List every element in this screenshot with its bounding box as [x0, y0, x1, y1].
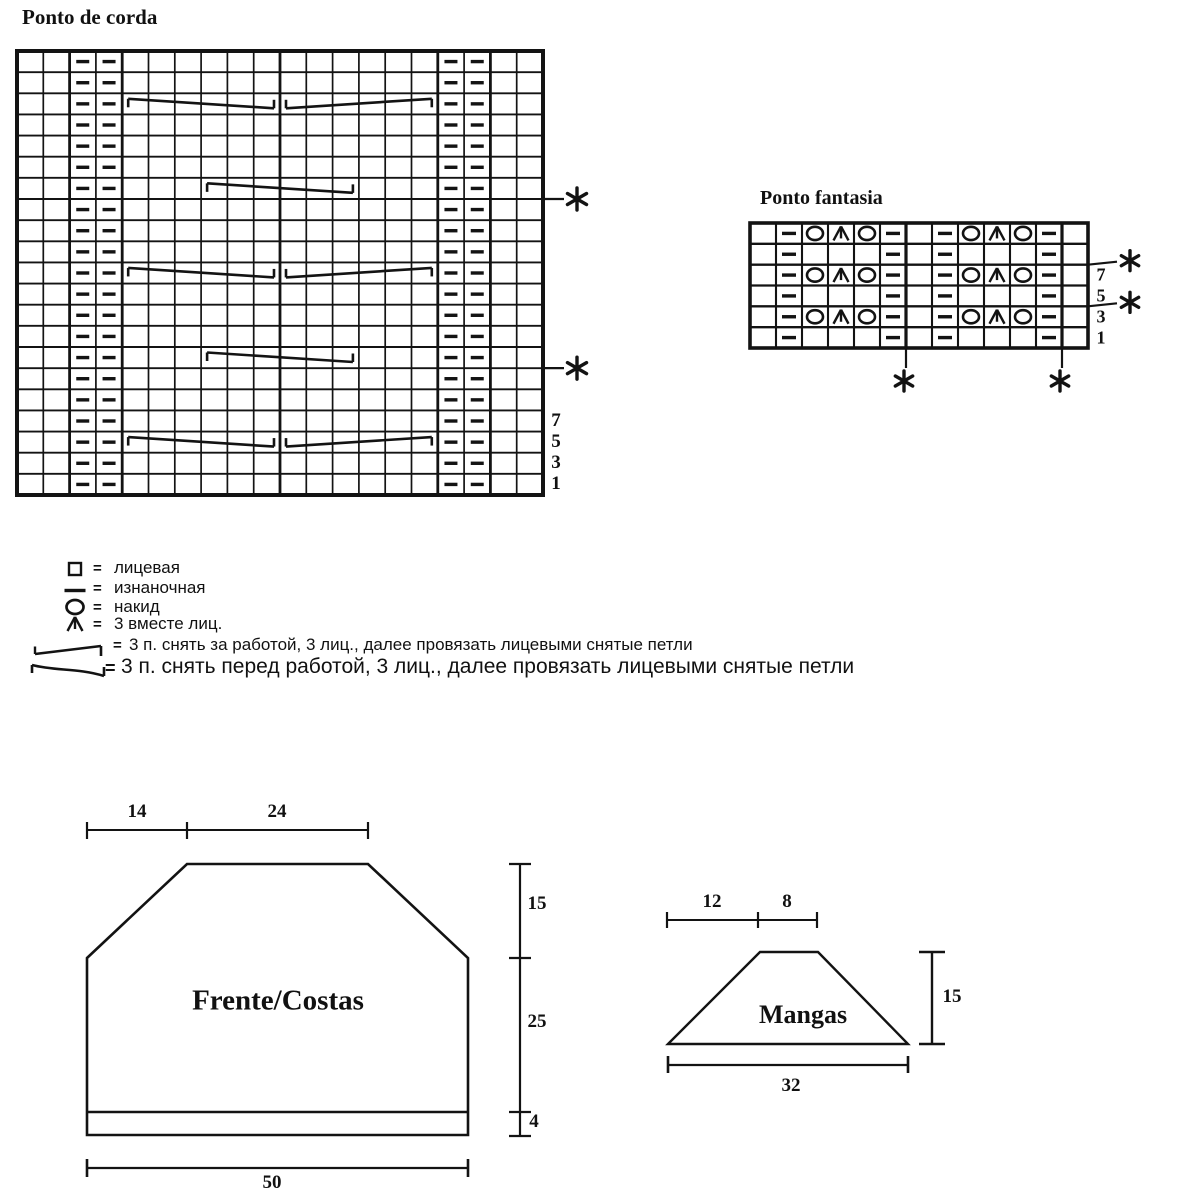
purl-dash-icon: [471, 292, 484, 295]
purl-dash-icon: [76, 123, 89, 126]
corda-row-label-5: 5: [551, 431, 561, 452]
purl-dash-icon: [471, 166, 484, 169]
purl-dash-icon: [938, 253, 952, 256]
purl-dash-icon: [76, 377, 89, 380]
corda-row-label-1: 1: [551, 473, 561, 494]
purl-dash-icon: [76, 440, 89, 443]
dim-sleeve-15: 15: [942, 986, 962, 1007]
purl-dash-icon: [471, 229, 484, 232]
yarn-over-icon: [859, 268, 875, 281]
dim-front-back-14: 14: [127, 801, 147, 822]
yarn-over-icon: [807, 268, 823, 281]
yarn-over-icon: [1015, 268, 1031, 281]
purl-dash-icon: [1042, 294, 1056, 297]
purl-dash-icon: [103, 314, 116, 317]
purl-dash-icon: [471, 144, 484, 147]
purl-dash-icon: [76, 335, 89, 338]
purl-dash-icon: [471, 356, 484, 359]
purl-dash-icon: [76, 356, 89, 359]
legend-equals: =: [93, 616, 102, 633]
corda-row-label-7: 7: [551, 410, 561, 431]
purl-dash-icon: [782, 253, 796, 256]
purl-dash-icon: [1042, 315, 1056, 318]
purl-dash-icon: [471, 398, 484, 401]
purl-dash-icon: [444, 419, 457, 422]
front-back-label: Frente/Costas: [192, 984, 364, 1017]
dim-sleeve-12: 12: [702, 891, 722, 912]
purl-dash-icon: [471, 483, 484, 486]
purl-dash-icon: [76, 292, 89, 295]
purl-dash-icon: [471, 271, 484, 274]
purl-dash-icon: [444, 483, 457, 486]
purl-dash-icon: [103, 356, 116, 359]
purl-dash-icon: [76, 166, 89, 169]
legend-label-purl: изнаночная: [114, 578, 206, 597]
purl-dash-icon: [471, 462, 484, 465]
dim-front-back-15: 15: [527, 893, 547, 914]
dim-front-back-4: 4: [529, 1111, 539, 1132]
purl-dash-icon: [886, 315, 900, 318]
purl-dash-icon: [471, 60, 484, 63]
purl-dash-icon: [103, 250, 116, 253]
knit-square-icon: [69, 563, 81, 575]
yarn-over-icon: [963, 268, 979, 281]
purl-dash-icon: [103, 398, 116, 401]
purl-dash-icon: [471, 250, 484, 253]
yarn-over-icon: [859, 310, 875, 323]
sleeve-outline: [668, 952, 908, 1044]
purl-dash-icon: [471, 440, 484, 443]
purl-dash-icon: [103, 335, 116, 338]
purl-dash-icon: [444, 440, 457, 443]
purl-dash-icon: [76, 81, 89, 84]
purl-dash-icon: [103, 377, 116, 380]
purl-dash-icon: [471, 335, 484, 338]
purl-dash-icon: [938, 232, 952, 235]
legend-equals: =: [113, 637, 122, 654]
purl-dash-icon: [444, 102, 457, 105]
fantasia-chart-title: Ponto fantasia: [760, 187, 883, 209]
purl-dash-icon: [444, 144, 457, 147]
purl-dash-icon: [76, 314, 89, 317]
legend-label-cable-front: 3 п. снять перед работой, 3 лиц., далее провязать лицевыми снятые петли: [121, 655, 855, 678]
yarn-over-icon: [963, 227, 979, 240]
purl-dash-icon: [103, 483, 116, 486]
purl-dash-icon: [103, 144, 116, 147]
purl-dash-icon: [444, 377, 457, 380]
purl-dash-icon: [103, 102, 116, 105]
purl-dash-icon: [886, 253, 900, 256]
purl-dash-icon: [1042, 253, 1056, 256]
purl-dash-icon: [471, 187, 484, 190]
purl-dash-icon: [76, 271, 89, 274]
purl-dash-icon: [471, 419, 484, 422]
yarn-over-icon: [67, 600, 84, 614]
purl-dash-icon: [444, 60, 457, 63]
yarn-over-icon: [807, 310, 823, 323]
purl-dash-icon: [782, 315, 796, 318]
yarn-over-icon: [859, 227, 875, 240]
purl-dash-icon: [444, 335, 457, 338]
purl-dash-icon: [103, 166, 116, 169]
corda-row-label-3: 3: [551, 452, 561, 473]
purl-dash-icon: [76, 398, 89, 401]
legend-label-knit: лицевая: [114, 558, 180, 577]
purl-dash-icon: [471, 208, 484, 211]
purl-dash-icon: [103, 440, 116, 443]
purl-dash-icon: [444, 187, 457, 190]
legend-equals: =: [105, 658, 116, 678]
purl-dash-icon: [1042, 336, 1056, 339]
purl-dash-icon: [76, 483, 89, 486]
purl-dash-icon: [886, 336, 900, 339]
legend-equals: =: [93, 599, 102, 616]
purl-dash-icon: [103, 60, 116, 63]
purl-dash-icon: [65, 589, 86, 592]
purl-dash-icon: [103, 229, 116, 232]
legend-label-cable-back: 3 п. снять за работой, 3 лиц., далее провязать лицевыми снятые петли: [129, 635, 693, 654]
purl-dash-icon: [103, 208, 116, 211]
purl-dash-icon: [938, 294, 952, 297]
purl-dash-icon: [103, 271, 116, 274]
dim-sleeve-32: 32: [781, 1075, 801, 1096]
purl-dash-icon: [471, 123, 484, 126]
purl-dash-icon: [103, 187, 116, 190]
corda-chart-title: Ponto de corda: [22, 5, 158, 29]
purl-dash-icon: [1042, 273, 1056, 276]
dim-sleeve-8: 8: [782, 891, 792, 912]
purl-dash-icon: [76, 208, 89, 211]
dim-front-back-50: 50: [262, 1172, 282, 1193]
purl-dash-icon: [444, 398, 457, 401]
purl-dash-icon: [76, 229, 89, 232]
purl-dash-icon: [938, 336, 952, 339]
purl-dash-icon: [444, 462, 457, 465]
purl-dash-icon: [103, 462, 116, 465]
dim-front-back-25: 25: [527, 1011, 547, 1032]
purl-dash-icon: [444, 81, 457, 84]
legend-equals: =: [93, 560, 102, 577]
purl-dash-icon: [782, 232, 796, 235]
purl-dash-icon: [886, 232, 900, 235]
purl-dash-icon: [76, 419, 89, 422]
purl-dash-icon: [1042, 232, 1056, 235]
sleeves-label: Mangas: [758, 1000, 848, 1029]
purl-dash-icon: [444, 123, 457, 126]
purl-dash-icon: [76, 102, 89, 105]
fantasia-row-label-5: 5: [1096, 285, 1106, 306]
dim-front-back-24: 24: [267, 801, 287, 822]
purl-dash-icon: [103, 123, 116, 126]
purl-dash-icon: [444, 356, 457, 359]
purl-dash-icon: [471, 102, 484, 105]
purl-dash-icon: [76, 60, 89, 63]
purl-dash-icon: [444, 208, 457, 211]
purl-dash-icon: [471, 314, 484, 317]
purl-dash-icon: [76, 462, 89, 465]
fantasia-row-label-1: 1: [1096, 327, 1106, 348]
purl-dash-icon: [782, 294, 796, 297]
purl-dash-icon: [782, 273, 796, 276]
purl-dash-icon: [938, 315, 952, 318]
purl-dash-icon: [76, 187, 89, 190]
purl-dash-icon: [76, 250, 89, 253]
purl-dash-icon: [103, 292, 116, 295]
purl-dash-icon: [471, 377, 484, 380]
purl-dash-icon: [444, 250, 457, 253]
purl-dash-icon: [444, 166, 457, 169]
yarn-over-icon: [1015, 310, 1031, 323]
cable-6-front-icon: [32, 665, 104, 676]
purl-dash-icon: [471, 81, 484, 84]
purl-dash-icon: [76, 144, 89, 147]
yarn-over-icon: [1015, 227, 1031, 240]
purl-dash-icon: [444, 229, 457, 232]
fantasia-row-label-7: 7: [1096, 264, 1106, 285]
legend-label-k3tog: 3 вместе лиц.: [114, 614, 223, 633]
purl-dash-icon: [938, 273, 952, 276]
cable-6-back-icon: [35, 646, 101, 654]
purl-dash-icon: [444, 292, 457, 295]
purl-dash-icon: [886, 294, 900, 297]
purl-dash-icon: [444, 271, 457, 274]
purl-dash-icon: [444, 314, 457, 317]
purl-dash-icon: [103, 81, 116, 84]
legend-equals: =: [93, 580, 102, 597]
fantasia-row-label-3: 3: [1096, 306, 1106, 327]
legend-label-yarn-over: накид: [114, 597, 160, 616]
purl-dash-icon: [103, 419, 116, 422]
purl-dash-icon: [782, 336, 796, 339]
yarn-over-icon: [807, 227, 823, 240]
yarn-over-icon: [963, 310, 979, 323]
purl-dash-icon: [886, 273, 900, 276]
